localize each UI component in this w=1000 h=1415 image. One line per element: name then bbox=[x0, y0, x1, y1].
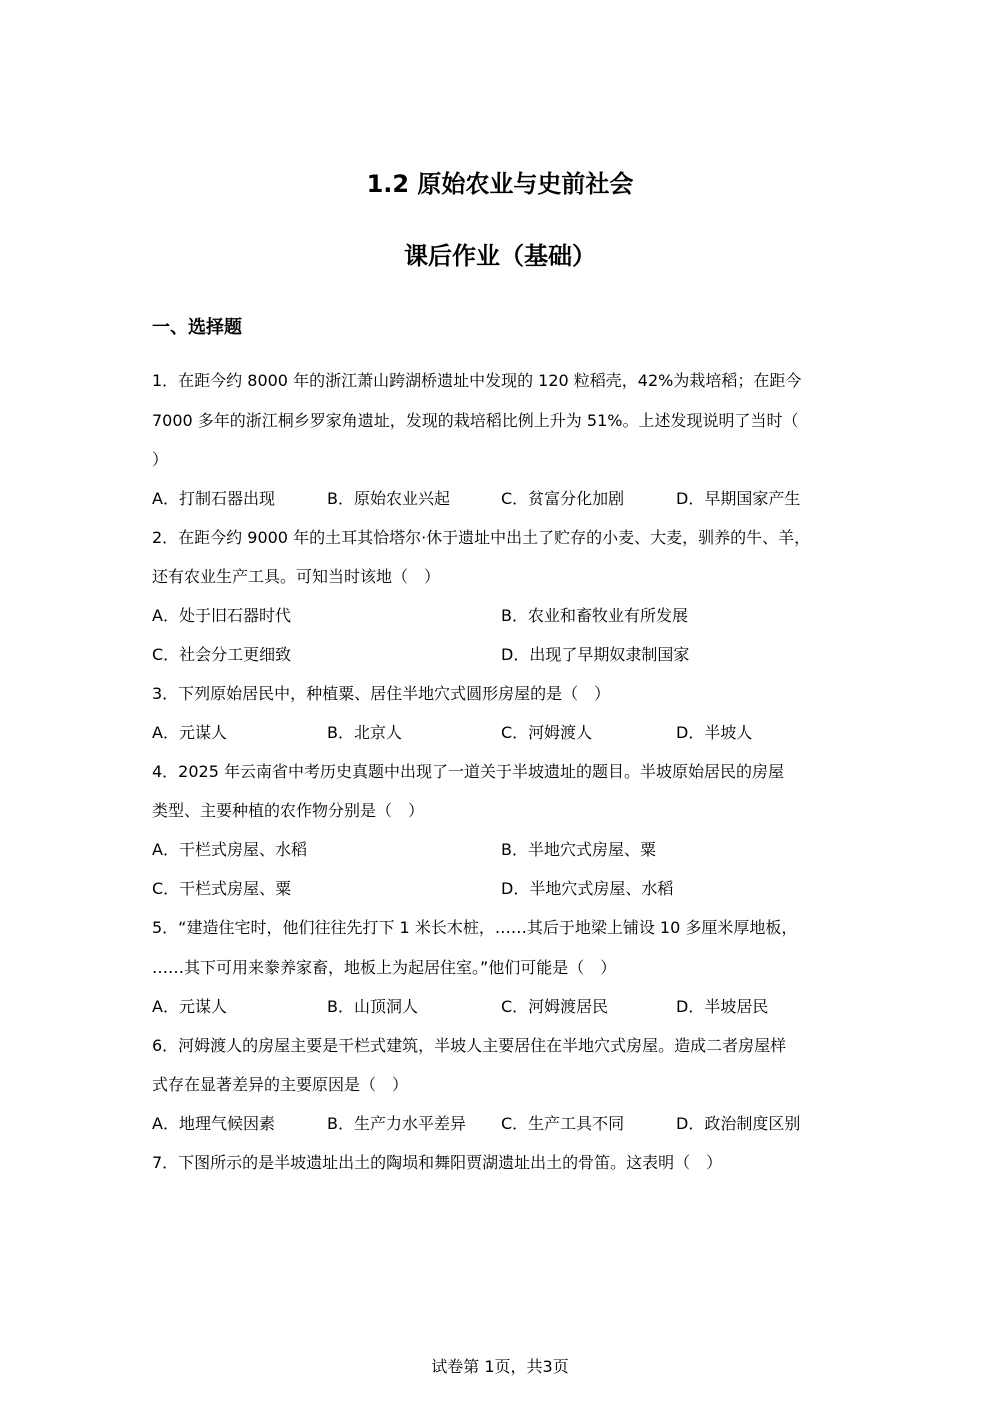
question-5-option-c: C．河姆渡居民 bbox=[501, 997, 609, 1016]
question-1-line-3: ） bbox=[152, 450, 169, 469]
question-1-line-1: 1．在距今约 8000 年的浙江萧山跨湖桥遗址中发现的 120 粒稻壳，42%为栽培稻；在距今 bbox=[152, 371, 802, 390]
question-4-option-d: D．半地穴式房屋、水稻 bbox=[501, 879, 674, 898]
question-6-line-2: 式存在显著差异的主要原因是（ ） bbox=[152, 1075, 409, 1094]
question-3-option-d: D．半坡人 bbox=[676, 723, 753, 742]
question-1-option-b: B．原始农业兴起 bbox=[327, 489, 450, 508]
question-2-line-2: 还有农业生产工具。可知当时该地（ ） bbox=[152, 567, 441, 586]
question-1-line-2: 7000 多年的浙江桐乡罗家角遗址，发现的栽培稻比例上升为 51%。上述发现说明了当时（ bbox=[152, 411, 799, 430]
document-title: 1.2 原始农业与史前社会 bbox=[366, 170, 634, 198]
question-6-option-d: D．政治制度区别 bbox=[676, 1114, 801, 1133]
question-6-line-1: 6．河姆渡人的房屋主要是干栏式建筑，半坡人主要居住在半地穴式房屋。造成二者房屋样 bbox=[152, 1036, 787, 1055]
page-footer: 试卷第 1页，共3页 bbox=[431, 1357, 569, 1376]
question-4-line-1: 4．2025 年云南省中考历史真题中出现了一道关于半坡遗址的题目。半坡原始居民的房屋 bbox=[152, 762, 784, 781]
question-1-option-d: D．早期国家产生 bbox=[676, 489, 801, 508]
question-2-line-1: 2．在距今约 9000 年的土耳其恰塔尔·休于遗址中出土了贮存的小麦、大麦，驯养的牛、羊， bbox=[152, 528, 811, 547]
question-5-option-b: B．山顶洞人 bbox=[327, 997, 418, 1016]
question-4-option-c: C．干栏式房屋、粟 bbox=[152, 879, 292, 898]
question-7-line-1: 7．下图所示的是半坡遗址出土的陶埙和舞阳贾湖遗址出土的骨笛。这表明（ ） bbox=[152, 1153, 723, 1172]
question-6-option-b: B．生产力水平差异 bbox=[327, 1114, 466, 1133]
question-2-option-a: A．处于旧石器时代 bbox=[152, 606, 291, 625]
question-3-option-c: C．河姆渡人 bbox=[501, 723, 593, 742]
section-heading: 一、选择题 bbox=[152, 317, 242, 338]
question-1-option-a: A．打制石器出现 bbox=[152, 489, 275, 508]
question-6-option-c: C．生产工具不同 bbox=[501, 1114, 625, 1133]
question-4-option-b: B．半地穴式房屋、粟 bbox=[501, 840, 656, 859]
question-4-line-2: 类型、主要种植的农作物分别是（ ） bbox=[152, 801, 425, 820]
question-3-option-a: A．元谋人 bbox=[152, 723, 227, 742]
question-1-option-c: C．贫富分化加剧 bbox=[501, 489, 625, 508]
question-3-option-b: B．北京人 bbox=[327, 723, 402, 742]
question-2-option-c: C．社会分工更细致 bbox=[152, 645, 292, 664]
question-2-option-d: D．出现了早期奴隶制国家 bbox=[501, 645, 690, 664]
question-6-option-a: A．地理气候因素 bbox=[152, 1114, 275, 1133]
question-3-line-1: 3．下列原始居民中，种植粟、居住半地穴式圆形房屋的是（ ） bbox=[152, 684, 611, 703]
question-5-option-a: A．元谋人 bbox=[152, 997, 227, 1016]
question-5-option-d: D．半坡居民 bbox=[676, 997, 769, 1016]
question-5-line-2: ……其下可用来豢养家畜，地板上为起居住室。”他们可能是（ ） bbox=[152, 958, 617, 977]
question-5-line-1: 5．“建造住宅时，他们往往先打下 1 米长木桩，……其后于地梁上铺设 10 多厘米厚地板， bbox=[152, 918, 798, 937]
question-2-option-b: B．农业和畜牧业有所发展 bbox=[501, 606, 688, 625]
question-4-option-a: A．干栏式房屋、水稻 bbox=[152, 840, 307, 859]
document-subtitle: 课后作业（基础） bbox=[404, 242, 596, 270]
